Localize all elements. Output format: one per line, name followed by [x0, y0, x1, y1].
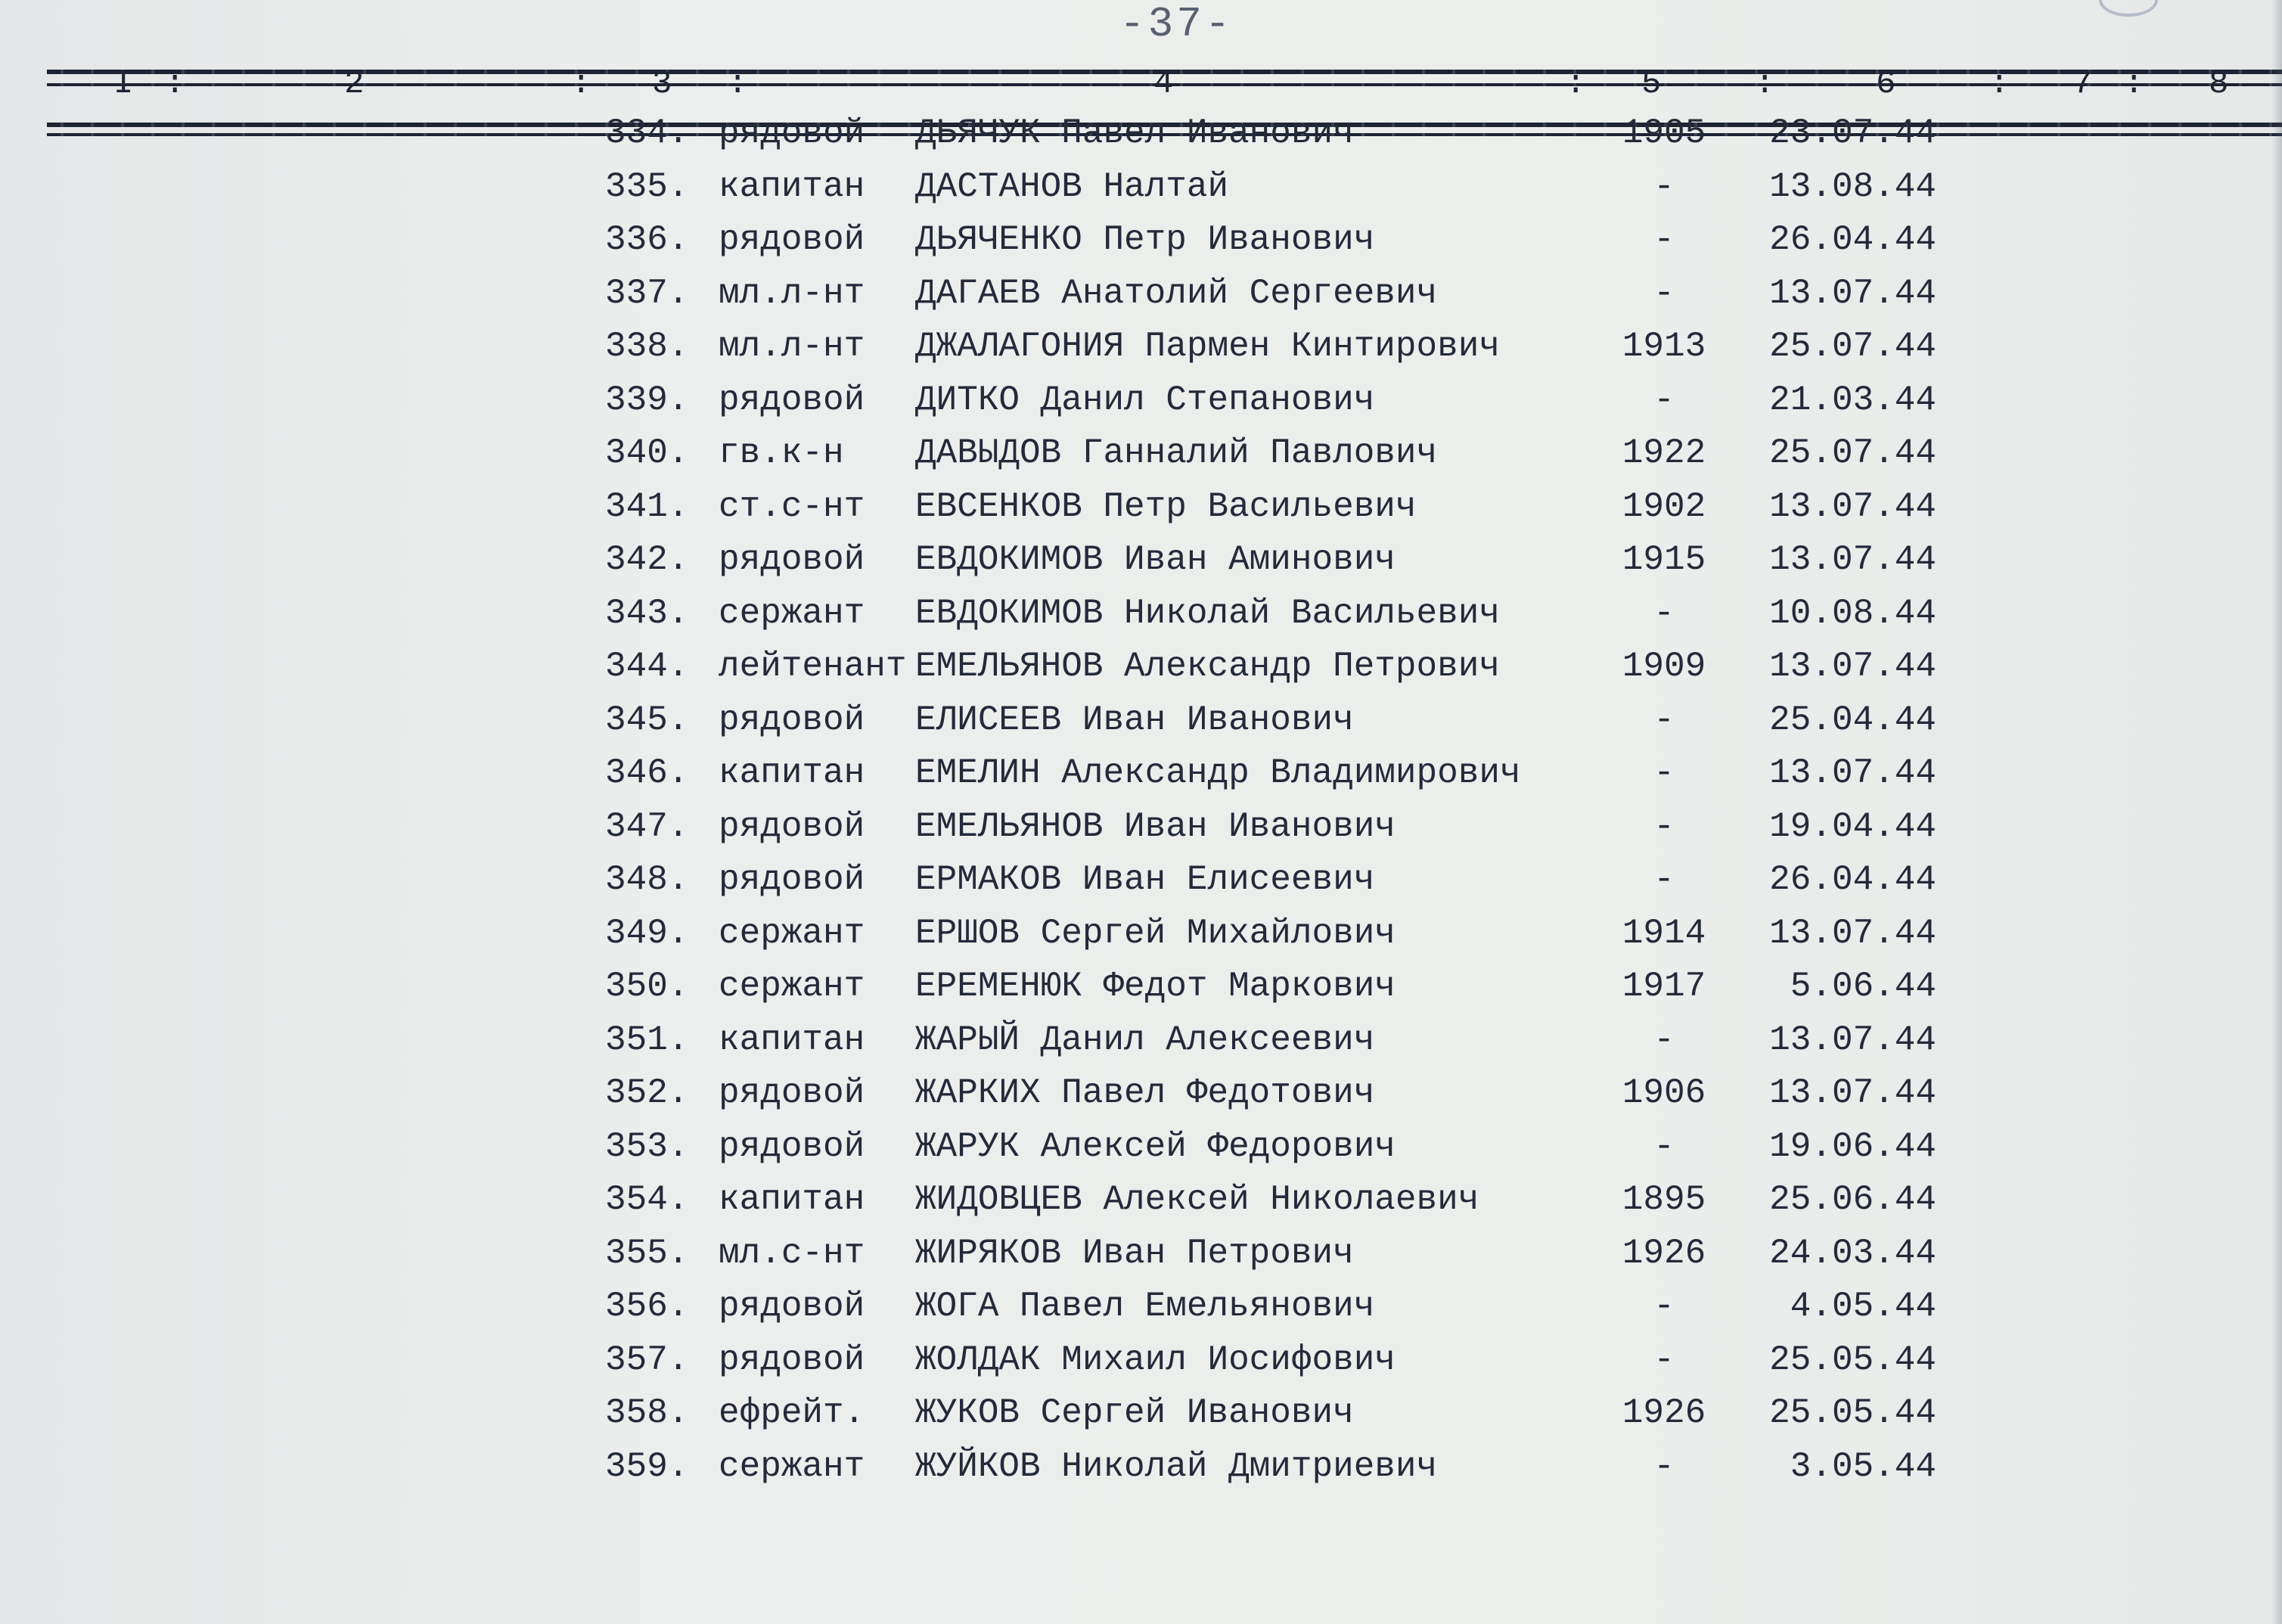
record-name: ЕРШОВ Сергей Михайлович	[915, 913, 1396, 953]
record-date: 26.04.44	[1769, 860, 1936, 899]
record-name: ЕВСЕНКОВ Петр Васильевич	[915, 486, 1417, 526]
record-date: 13.07.44	[1769, 647, 1936, 686]
record-date: 19.06.44	[1769, 1126, 1936, 1166]
column-header: 7	[2072, 65, 2093, 103]
record-birth-year: -	[1653, 166, 1675, 206]
record-birth-year: -	[1653, 753, 1675, 793]
record-birth-year: -	[1653, 273, 1675, 313]
record-row	[0, 807, 2282, 852]
record-name: ДЬЯЧЕНКО Петр Иванович	[915, 220, 1375, 259]
record-date: 21.03.44	[1769, 380, 1936, 420]
record-date: 13.07.44	[1769, 540, 1936, 579]
record-name: ЖИРЯКОВ Иван Петрович	[915, 1233, 1354, 1273]
record-number: 359.	[605, 1446, 689, 1486]
record-rank: рядовой	[719, 380, 865, 420]
record-name: ЖАРЫЙ Данил Алексеевич	[915, 1020, 1375, 1060]
record-row	[0, 220, 2282, 265]
record-name: ЖИДОВЦЕВ Алексей Николаевич	[915, 1180, 1479, 1219]
record-number: 343.	[605, 593, 689, 633]
column-separator: :	[1566, 65, 1586, 103]
record-date: 13.07.44	[1769, 273, 1936, 313]
column-header: 4	[1153, 65, 1174, 103]
record-row	[0, 1287, 2282, 1332]
record-row	[0, 1020, 2282, 1066]
column-header-row	[0, 65, 2282, 118]
record-rank: сержант	[719, 1446, 865, 1486]
record-birth-year: 1926	[1622, 1393, 1706, 1433]
record-number: 350.	[605, 967, 689, 1006]
record-row	[0, 647, 2282, 692]
record-row	[0, 1180, 2282, 1225]
record-number: 346.	[605, 753, 689, 793]
record-birth-year: 1902	[1622, 486, 1706, 526]
record-rank: мл.л-нт	[719, 273, 865, 313]
record-name: ЕРЕМЕНЮК Федот Маркович	[915, 967, 1396, 1006]
record-date: 25.05.44	[1769, 1393, 1936, 1433]
record-name: ЖАРКИХ Павел Федотович	[915, 1073, 1375, 1113]
record-number: 355.	[605, 1233, 689, 1273]
record-row	[0, 113, 2282, 159]
record-number: 336.	[605, 220, 689, 259]
record-birth-year: -	[1653, 1020, 1675, 1060]
record-row	[0, 967, 2282, 1012]
record-number: 339.	[605, 380, 689, 420]
record-birth-year: 1905	[1622, 113, 1706, 153]
record-birth-year: -	[1653, 1340, 1675, 1380]
column-header: 5	[1641, 65, 1662, 103]
record-number: 334.	[605, 113, 689, 153]
record-rank: лейтенант	[719, 647, 907, 686]
record-rank: рядовой	[719, 806, 865, 846]
record-rank: рядовой	[719, 1073, 865, 1113]
record-row	[0, 594, 2282, 639]
record-date: 25.06.44	[1769, 1180, 1936, 1219]
record-date: 4.05.44	[1790, 1287, 1936, 1326]
record-birth-year: 1906	[1622, 1073, 1706, 1113]
record-rank: рядовой	[719, 220, 865, 259]
record-number: 342.	[605, 540, 689, 579]
column-header: 8	[2209, 65, 2229, 103]
record-date: 13.07.44	[1769, 1020, 1936, 1060]
record-birth-year: -	[1653, 860, 1675, 899]
record-name: ЖОГА Павел Емельянович	[915, 1287, 1375, 1326]
record-number: 357.	[605, 1340, 689, 1380]
record-birth-year: -	[1653, 1446, 1675, 1486]
record-date: 25.04.44	[1769, 700, 1936, 740]
record-date: 13.07.44	[1769, 913, 1936, 953]
record-birth-year: -	[1653, 380, 1675, 420]
column-header: 6	[1876, 65, 1896, 103]
record-rank: ефрейт.	[719, 1393, 865, 1433]
record-date: 13.08.44	[1769, 166, 1936, 206]
record-rank: сержант	[719, 913, 865, 953]
record-number: 354.	[605, 1180, 689, 1219]
record-number: 347.	[605, 806, 689, 846]
column-separator: :	[165, 65, 185, 103]
column-header: 2	[344, 65, 365, 103]
column-header: 3	[652, 65, 672, 103]
record-date: 25.05.44	[1769, 1340, 1936, 1380]
record-date: 5.06.44	[1790, 967, 1936, 1006]
record-number: 353.	[605, 1126, 689, 1166]
record-name: ДЬЯЧУК Павел Иванович	[915, 113, 1354, 153]
record-date: 13.07.44	[1769, 753, 1936, 793]
column-header: I	[113, 65, 134, 103]
record-number: 358.	[605, 1393, 689, 1433]
record-birth-year: -	[1653, 1287, 1675, 1326]
record-name: ДИТКО Данил Степанович	[915, 380, 1375, 420]
record-birth-year: 1917	[1622, 967, 1706, 1006]
record-name: ЖАРУК Алексей Федорович	[915, 1126, 1396, 1166]
record-row	[0, 167, 2282, 213]
record-birth-year: -	[1653, 593, 1675, 633]
record-name: ДЖАЛАГОНИЯ Пармен Кинтирович	[915, 327, 1500, 366]
record-date: 25.07.44	[1769, 433, 1936, 473]
record-date: 13.07.44	[1769, 1073, 1936, 1113]
record-rank: капитан	[719, 1180, 865, 1219]
record-birth-year: -	[1653, 1126, 1675, 1166]
record-number: 349.	[605, 913, 689, 953]
record-number: 340.	[605, 433, 689, 473]
record-rank: сержант	[719, 967, 865, 1006]
record-birth-year: 1895	[1622, 1180, 1706, 1219]
record-row	[0, 1073, 2282, 1119]
record-row	[0, 1234, 2282, 1279]
record-birth-year: 1909	[1622, 647, 1706, 686]
record-number: 341.	[605, 486, 689, 526]
record-row	[0, 380, 2282, 426]
corner-stamp	[2099, 0, 2158, 17]
record-rank: мл.с-нт	[719, 1233, 865, 1273]
record-rank: рядовой	[719, 1287, 865, 1326]
record-name: ЖУКОВ Сергей Иванович	[915, 1393, 1354, 1433]
record-rank: рядовой	[719, 700, 865, 740]
record-row	[0, 860, 2282, 905]
record-rank: сержант	[719, 593, 865, 633]
page-number: -37-	[1119, 0, 1234, 48]
column-separator: :	[571, 65, 591, 103]
record-rank: рядовой	[719, 1126, 865, 1166]
record-row	[0, 753, 2282, 799]
record-rank: рядовой	[719, 1340, 865, 1380]
record-birth-year: 1913	[1622, 327, 1706, 366]
record-date: 10.08.44	[1769, 593, 1936, 633]
column-separator: :	[728, 65, 748, 103]
record-number: 345.	[605, 700, 689, 740]
record-number: 338.	[605, 327, 689, 366]
record-row	[0, 1393, 2282, 1439]
record-birth-year: 1914	[1622, 913, 1706, 953]
record-name: ДАСТАНОВ Налтай	[915, 166, 1229, 206]
record-rank: капитан	[719, 753, 865, 793]
record-birth-year: 1922	[1622, 433, 1706, 473]
record-name: ДАГАЕВ Анатолий Сергеевич	[915, 273, 1438, 313]
record-date: 19.04.44	[1769, 806, 1936, 846]
record-birth-year: -	[1653, 220, 1675, 259]
record-birth-year: -	[1653, 700, 1675, 740]
record-rank: рядовой	[719, 540, 865, 579]
record-number: 351.	[605, 1020, 689, 1060]
record-birth-year: 1926	[1622, 1233, 1706, 1273]
record-number: 348.	[605, 860, 689, 899]
record-name: ЖУЙКОВ Николай Дмитриевич	[915, 1446, 1438, 1486]
record-name: ЖОЛДАК Михаил Иосифович	[915, 1340, 1396, 1380]
record-date: 3.05.44	[1790, 1446, 1936, 1486]
record-name: ЕРМАКОВ Иван Елисеевич	[915, 860, 1375, 899]
page-edge-shadow	[2271, 0, 2282, 1624]
record-rank: мл.л-нт	[719, 327, 865, 366]
record-name: ДАВЫДОВ Ганналий Павлович	[915, 433, 1438, 473]
record-row	[0, 487, 2282, 533]
column-separator: :	[2124, 65, 2144, 103]
record-name: ЕВДОКИМОВ Николай Васильевич	[915, 593, 1500, 633]
record-name: ЕВДОКИМОВ Иван Аминович	[915, 540, 1396, 579]
record-row	[0, 433, 2282, 479]
record-number: 337.	[605, 273, 689, 313]
column-separator: :	[1989, 65, 2010, 103]
record-name: ЕМЕЛЬЯНОВ Иван Иванович	[915, 806, 1396, 846]
record-name: ЕМЕЛИН Александр Владимирович	[915, 753, 1521, 793]
record-date: 25.07.44	[1769, 327, 1936, 366]
record-row	[0, 1340, 2282, 1386]
record-rank: рядовой	[719, 113, 865, 153]
record-rank: капитан	[719, 166, 865, 206]
record-birth-year: 1915	[1622, 540, 1706, 579]
column-separator: :	[1755, 65, 1775, 103]
record-date: 13.07.44	[1769, 486, 1936, 526]
record-number: 335.	[605, 166, 689, 206]
record-row	[0, 540, 2282, 585]
record-rank: рядовой	[719, 860, 865, 899]
record-number: 356.	[605, 1287, 689, 1326]
record-birth-year: -	[1653, 806, 1675, 846]
record-row	[0, 700, 2282, 746]
record-date: 26.04.44	[1769, 220, 1936, 259]
record-rank: ст.с-нт	[719, 486, 865, 526]
record-number: 352.	[605, 1073, 689, 1113]
record-rank: гв.к-н	[719, 433, 844, 473]
record-date: 24.03.44	[1769, 1233, 1936, 1273]
record-date: 23.07.44	[1769, 113, 1936, 153]
record-name: ЕМЕЛЬЯНОВ Александр Петрович	[915, 647, 1500, 686]
record-number: 344.	[605, 647, 689, 686]
record-row	[0, 274, 2282, 319]
record-row	[0, 327, 2282, 372]
record-name: ЕЛИСЕЕВ Иван Иванович	[915, 700, 1354, 740]
record-row	[0, 1447, 2282, 1492]
record-rank: капитан	[719, 1020, 865, 1060]
record-row	[0, 1127, 2282, 1172]
record-row	[0, 914, 2282, 959]
